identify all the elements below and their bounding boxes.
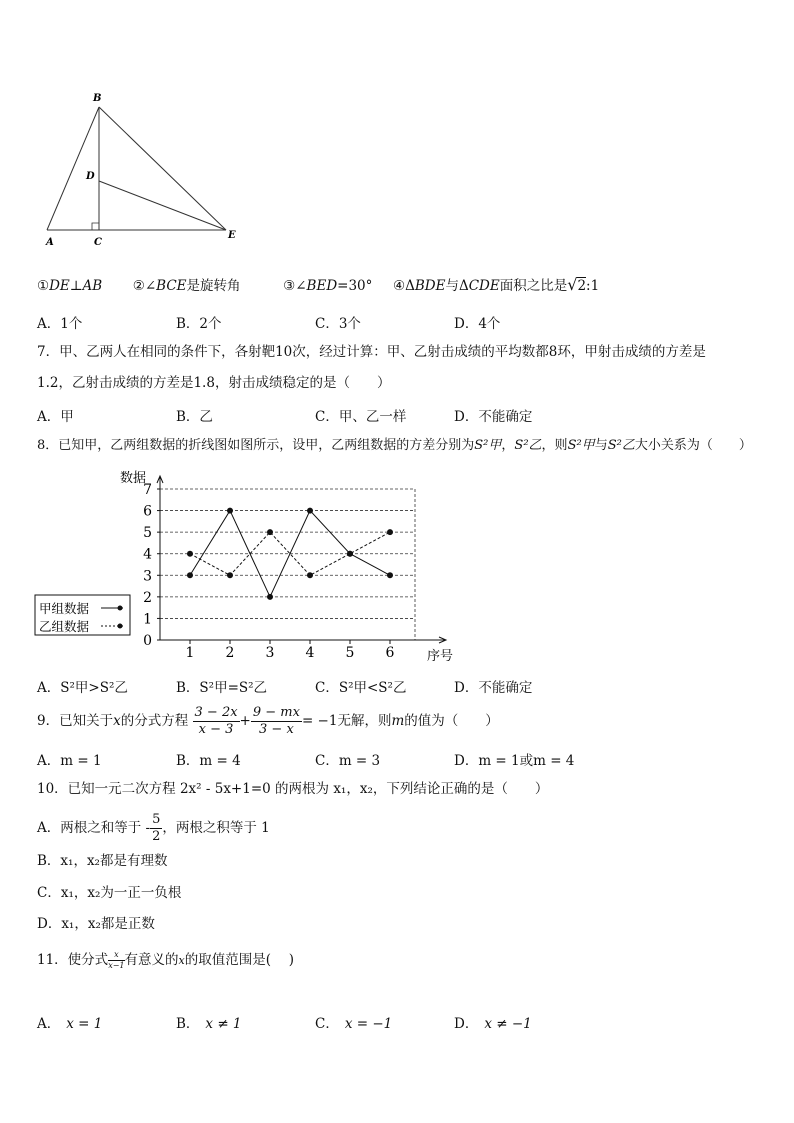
q7-option-b[interactable]: B．乙 xyxy=(176,409,213,425)
q8-option-b[interactable]: B．S²甲=S²乙 xyxy=(176,680,268,696)
data-point xyxy=(227,508,233,514)
line-chart xyxy=(30,462,460,662)
data-point xyxy=(307,508,313,514)
q9-option-a[interactable]: A．m = 1 xyxy=(37,753,102,769)
label-C: C xyxy=(94,237,102,248)
q6-option-a[interactable]: A．1个 xyxy=(37,316,83,332)
label-E: E xyxy=(228,230,236,241)
x-tick-label: 1 xyxy=(185,645,195,661)
q8-stem: 8．已知甲，乙两组数据的折线图如图所示，设甲，乙两组数据的方差分别为S²甲，S²乙，则S²甲与S²乙大小关系为（ ） xyxy=(37,438,752,453)
q7-option-c[interactable]: C．甲、乙一样 xyxy=(315,409,407,425)
q7-option-a[interactable]: A．甲 xyxy=(37,409,74,425)
x-tick-label: 3 xyxy=(265,645,275,661)
q8-option-a[interactable]: A．S²甲>S²乙 xyxy=(37,680,128,696)
q9-stem: 9．已知关于x的分式方程 $\frac{3 - 2x}{x - 3}$ + $\frac{9 - mx}{3 - x}$ = −1无解，则m的值为（ ） xyxy=(37,705,499,737)
q9-option-c[interactable]: C．m = 3 xyxy=(315,753,381,769)
q8-option-d[interactable]: D．不能确定 xyxy=(454,680,533,696)
y-tick-label: 4 xyxy=(143,546,152,563)
data-point xyxy=(227,572,233,578)
data-point xyxy=(187,572,193,578)
y-tick-label: 7 xyxy=(143,482,152,498)
q10-stem: 10．已知一元二次方程 2x² - 5x+1=0 的两根为 x₁，x₂，下列结论正确的是（ ） xyxy=(37,781,549,797)
x-tick-label: 4 xyxy=(305,645,315,661)
x-tick-label: 6 xyxy=(385,645,395,661)
q10-option-a[interactable]: A．两根之和等于 - $\frac{5}{2}$ ，两根之积等于 1 xyxy=(37,812,270,844)
q9-fraction-1: $\frac{3 - 2x}{x - 3}$ xyxy=(194,705,238,737)
legend-marker xyxy=(118,606,123,611)
y-tick-label: 1 xyxy=(143,611,152,628)
data-point xyxy=(347,551,353,557)
data-point xyxy=(267,594,273,600)
q6-statements: ①DE⊥AB ②∠BCE是旋转角 ③∠BED=30° ④ΔBDE与ΔCDE面积之比是√2:1 xyxy=(37,275,600,294)
q11-option-c[interactable]: C． x = −1 xyxy=(315,1016,393,1032)
data-point xyxy=(187,551,193,557)
label-A: A xyxy=(46,237,54,248)
q6-option-c[interactable]: C．3个 xyxy=(315,316,361,332)
triangle-figure xyxy=(30,85,260,250)
data-point xyxy=(387,572,393,578)
label-B: B xyxy=(93,93,102,104)
q9-fraction-2: $\frac{9 - mx}{3 - x}$ xyxy=(252,705,300,737)
x-axis-title: 序号 xyxy=(427,649,454,662)
q7-stem-line1: 7．甲、乙两人在相同的条件下，各射靶10次，经过计算：甲、乙射击成绩的平均数都8环，甲射击成绩的方差是 xyxy=(37,344,706,360)
q11-option-a[interactable]: A． x = 1 xyxy=(37,1016,103,1032)
x-tick-label: 2 xyxy=(225,645,235,661)
y-tick-label: 6 xyxy=(143,503,152,520)
label-D: D xyxy=(86,171,95,182)
sqrt-symbol: √ xyxy=(567,275,578,294)
y-tick-label: 0 xyxy=(143,633,152,649)
q7-option-d[interactable]: D．不能确定 xyxy=(454,409,533,425)
legend-marker xyxy=(118,624,123,629)
q10-option-d[interactable]: D．x₁，x₂都是正数 xyxy=(37,916,155,932)
data-point xyxy=(387,529,393,535)
q9-option-d[interactable]: D．m = 1或m = 4 xyxy=(454,753,575,769)
q7-stem-line2: 1.2，乙射击成绩的方差是1.8，射击成绩稳定的是（ ） xyxy=(37,375,391,391)
q10-option-c[interactable]: C．x₁，x₂为一正一负根 xyxy=(37,885,182,901)
q11-stem: 11．使分式 $\frac{x}{x-1}$ 有意义的x的取值范围是( ) xyxy=(37,950,295,970)
data-point xyxy=(267,529,273,535)
q10-option-b[interactable]: B．x₁，x₂都是有理数 xyxy=(37,853,168,869)
q6-option-d[interactable]: D．4个 xyxy=(454,316,501,332)
y-tick-label: 3 xyxy=(143,568,152,585)
x-tick-label: 5 xyxy=(345,645,355,661)
legend-label: 乙组数据 xyxy=(39,619,90,634)
q11-option-b[interactable]: B． x ≠ 1 xyxy=(176,1016,242,1032)
q11-fraction: $\frac{x}{x-1}$ xyxy=(108,950,125,970)
data-point xyxy=(307,572,313,578)
y-axis-title: 数据 xyxy=(120,471,147,486)
y-tick-label: 2 xyxy=(143,589,152,606)
y-tick-label: 5 xyxy=(143,525,152,542)
q9-option-b[interactable]: B．m = 4 xyxy=(176,753,241,769)
q10-fraction: $\frac{5}{2}$ xyxy=(152,812,161,844)
q11-option-d[interactable]: D． x ≠ −1 xyxy=(454,1016,532,1032)
q8-option-c[interactable]: C．S²甲<S²乙 xyxy=(315,680,407,696)
q6-option-b[interactable]: B．2个 xyxy=(176,316,222,332)
legend-label: 甲组数据 xyxy=(39,601,90,616)
